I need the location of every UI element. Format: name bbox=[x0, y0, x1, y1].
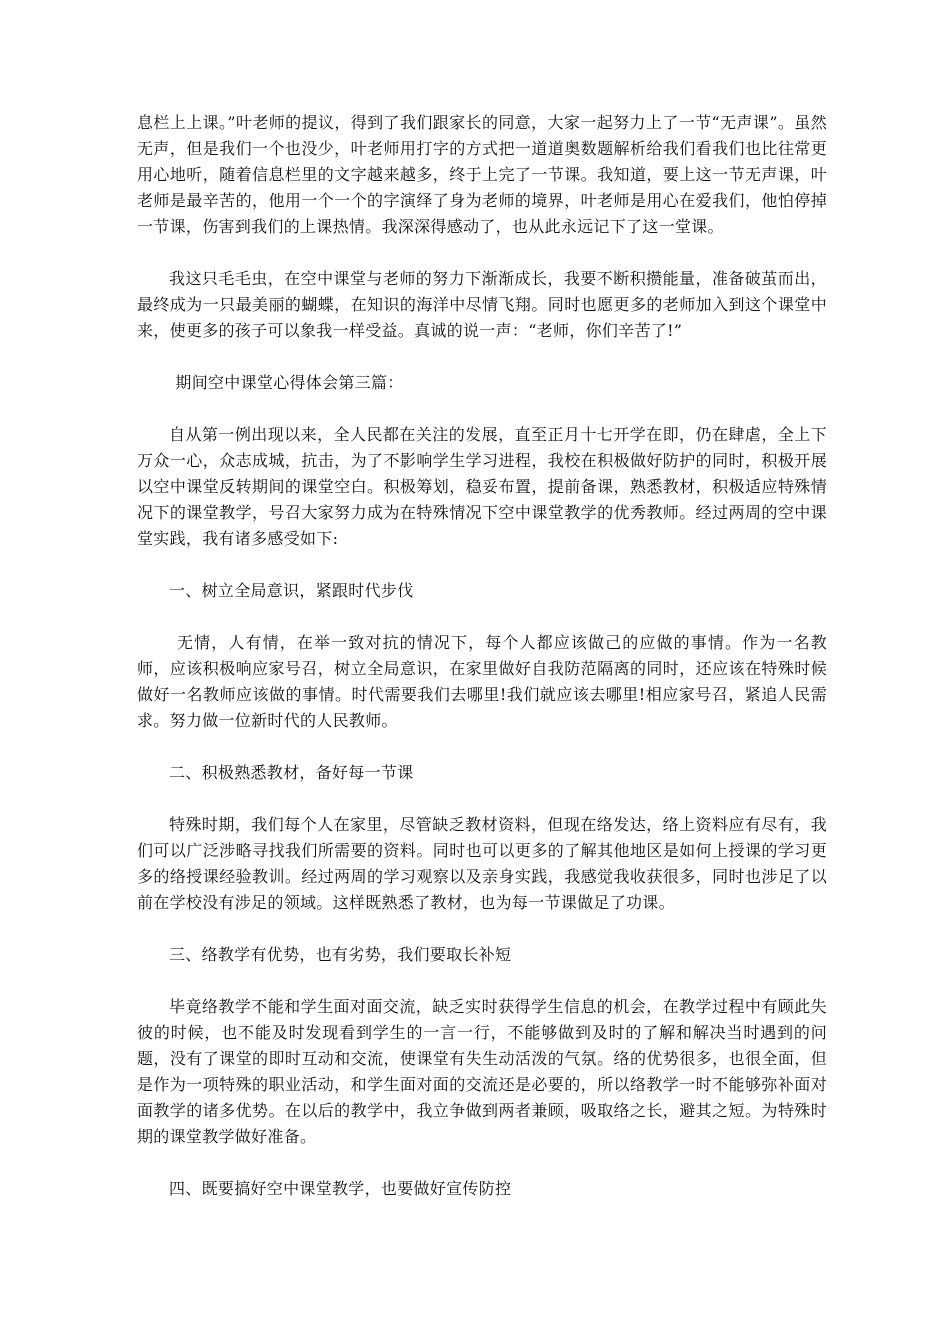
paragraph-no-silence-class: 息栏上上课。”叶老师的提议，得到了我们跟家长的同意，大家一起努力上了一节“无声课”。虽然无声，但是我们一个也没少，叶老师用打字的方式把一道道奥数题解析给我们看我们也比往常更用心地听，随着信息栏里的文字越来越多，终于上完了一节课。我知道，要上这一节无声课，叶老师是最辛苦的，他用一个一个的字演绎了身为老师的境界，叶老师是用心在爱我们，他怕停掉一节课，伤害到我们的上课热情。我深深得感动了，也从此永远记下了这一堂课。 bbox=[137, 113, 827, 236]
paragraph-gap bbox=[137, 396, 827, 422]
heading-point-1: 一、树立全局意识，紧跟时代步伐 bbox=[169, 581, 414, 600]
heading-point-3: 三、络教学有优势，也有劣势，我们要取长补短 bbox=[169, 945, 512, 964]
paragraph-gap bbox=[137, 786, 827, 812]
document-page bbox=[137, 110, 827, 1202]
paragraph-point-2: 特殊时期，我们每个人在家里，尽管缺乏教材资料，但现在络发达，络上资料应有尽有，我们可以广泛涉略寻找我们所需要的资料。同时也可以更多的了解其他地区是如何上授课的学习更多的络授课经验教训。经过两周的学习观察以及亲身实践，我感觉我收获很多，同时也涉足了以前在学校没有涉足的领域。这样既熟悉了教材，也为每一节课做足了功课。 bbox=[137, 815, 827, 912]
paragraph-point-1: 无情，人有情，在举一致对抗的情况下，每个人都应该做己的应做的事情。作为一名教师，应该积极响应家号召，树立全局意识，在家里做好自我防范隔离的同时，还应该在特殊时候做好一名教师应该做的事情。时代需要我们去哪里!我们就应该去哪里!相应家号召，紧追人民需求。努力做一位新时代的人民教师。 bbox=[137, 633, 827, 730]
paragraph-gap bbox=[137, 734, 827, 760]
paragraph-point-3: 毕竟络教学不能和学生面对面交流，缺乏实时获得学生信息的机会，在教学过程中有顾此失彼的时候，也不能及时发现看到学生的一言一行，不能够做到及时的了解和解决当时遇到的问题，没有了课堂的即时互动和交流，使课堂有失生动活泼的气氛。络的优势很多，也很全面，但是作为一项特殊的职业活动，和学生面对面的交流还是必要的，所以络教学一时不能够弥补面对面教学的诸多优势。在以后的教学中，我立争做到两者兼顾，吸取络之长，避其之短。为特殊时期的课堂教学做好准备。 bbox=[137, 997, 827, 1146]
paragraph-gap bbox=[137, 552, 827, 578]
paragraph-caterpillar: 我这只毛毛虫，在空中课堂与老师的努力下渐渐成长，我要不断积攒能量，准备破茧而出，最终成为一只最美丽的蝴蝶，在知识的海洋中尽情飞翔。同时也愿更多的老师加入到这个课堂中来，使更多的孩子可以象我一样受益。真诚的说一声：“老师，你们辛苦了!” bbox=[137, 269, 827, 340]
heading-point-4: 四、既要搞好空中课堂教学，也要做好宣传防控 bbox=[169, 1179, 512, 1198]
paragraph-gap bbox=[137, 240, 827, 266]
paragraph-gap bbox=[137, 968, 827, 994]
paragraph-gap bbox=[137, 344, 827, 370]
heading-point-2: 二、积极熟悉教材，备好每一节课 bbox=[169, 763, 414, 782]
paragraph-gap bbox=[137, 604, 827, 630]
section-title-third-article: 期间空中课堂心得体会第三篇： bbox=[175, 373, 404, 392]
paragraph-introduction: 自从第一例出现以来，全人民都在关注的发展，直至正月十七开学在即，仍在肆虐，全上下万众一心，众志成城，抗击，为了不影响学生学习进程，我校在积极做好防护的同时，积极开展以空中课堂反转期间的课堂空白。积极筹划，稳妥布置，提前备课，熟悉教材，积极适应特殊情况下的课堂教学，号召大家努力成为在特殊情况下空中课堂教学的优秀教师。经过两周的空中课堂实践，我有诸多感受如下: bbox=[137, 425, 827, 548]
paragraph-gap bbox=[137, 916, 827, 942]
paragraph-gap bbox=[137, 1150, 827, 1176]
